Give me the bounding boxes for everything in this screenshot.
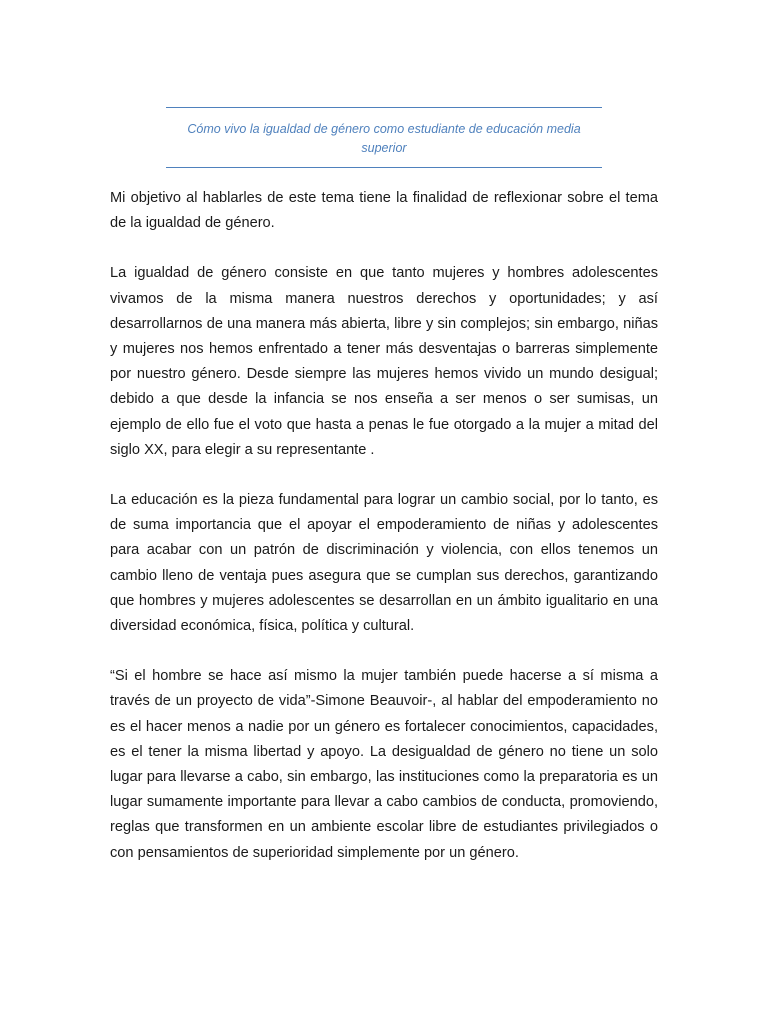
document-body	[110, 186, 658, 891]
paragraph-quote: “Si el hombre se hace así mismo la mujer también puede hacerse a sí misma a través de un proyecto de vida”-Simone Beauvoir-, al hablar del empoderamiento no es el hacer menos a nadie por un género es fortalecer conocimientos, capacidades, es el tener la misma libertad y apoyo. La desigualdad de género no tiene un solo lugar para llevarse a cabo, sin embargo, las instituciones como la preparatoria es un lugar sumamente importante para llevar a cabo cambios de conducta, promoviendo, reglas que transformen en un ambiente escolar libre de estudiantes privilegiados o con pensamientos de superioridad simplemente por un género.	[110, 668, 658, 861]
paragraph-intro: Mi objetivo al hablarles de este tema tiene la finalidad de reflexionar sobre el tema de la igualdad de género.	[110, 190, 658, 232]
paragraph-definition: La igualdad de género consiste en que tanto mujeres y hombres adolescentes vivamos de la misma manera nuestros derechos y oportunidades; y así desarrollarnos de una manera más abierta, libre y sin complejos; sin embargo, niñas y mujeres nos hemos enfrentado a tener más desventajas o barreras simplemente por nuestro género. Desde siempre las mujeres hemos vivido un mundo desigual; debido a que desde la infancia se nos enseña a ser menos o ser sumisas, un ejemplo de ello fue el voto que hasta a penas le fue otorgado a la mujer a mitad del siglo XX, para elegir a su representante .	[110, 265, 658, 458]
paragraph-education: La educación es la pieza fundamental para lograr un cambio social, por lo tanto, es de suma importancia que el apoyar el empoderamiento de niñas y adolescentes para acabar con un patrón de discriminación y violencia, con ellos tenemos un cambio lleno de ventaja pues asegura que se cumplan sus derechos, garantizando que hombres y mujeres adolescentes se desarrollan en un ámbito igualitario en una diversidad económica, física, política y cultural.	[110, 492, 658, 635]
document-title: Cómo vivo la igualdad de género como estudiante de educación media superior	[187, 122, 581, 155]
title-block	[166, 107, 602, 168]
